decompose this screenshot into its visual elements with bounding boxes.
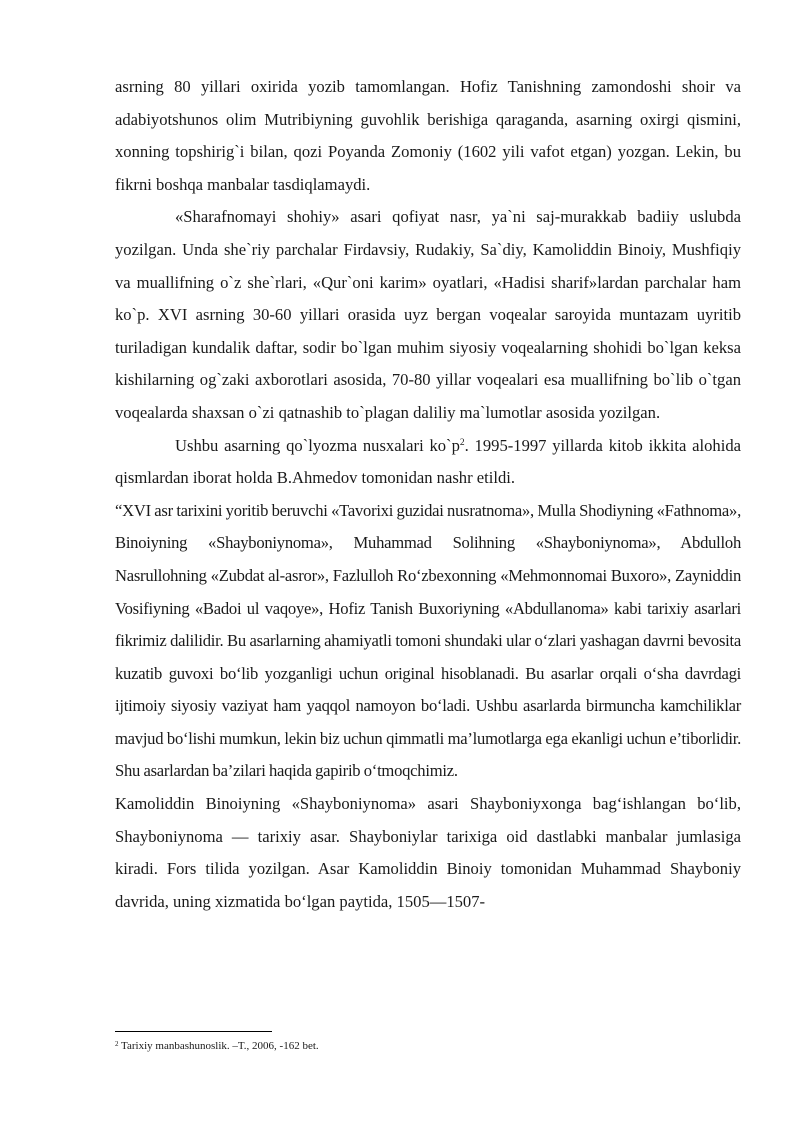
footnote-separator (115, 1031, 272, 1032)
paragraph-5: Kamoliddin Binoiyning «Shayboniynoma» asari Shayboniyxonga bag‘ishlangan bo‘lib, Shayboniynoma — tarixiy asar. Shayboniylar tarixiga oid dastlabki manbalar jumlasiga kiradi. Fors tilida yozilgan. Asar Kamoliddin Binoiy tomonidan Muhammad Shayboniy davrida, uning xizmatida bo‘lgan paytida, 1505—1507- (115, 794, 741, 911)
paragraph-4: “XVI asr tarixini yoritib beruvchi «Tavorixi guzidai nusratnoma», Mulla Shodiyning «Fathnoma», Binoiyning «Shayboniynoma», Muhammad Solihning «Shayboniynoma», Abdulloh Nasrullohning «Zubdat al-asror», Fazlulloh Ro‘zbexonning «Mehmonnomai Buxoro», Zayniddin Vosifiyning «Badoi ul vaqoye», Hofiz Tanish Buxoriyning «Abdullanoma» kabi tarixiy asarlari fikrimiz dalilidir. Bu asarlarning ahamiyatli tomoni shundaki ular o‘zlari yashagan davrni bevosita kuzatib guvoxi bo‘lib yozganligi uchun original hisoblanadi. Bu asarlar orqali o‘sha davrdagi ijtimoiy siyosiy vaziyat ham yaqqol namoyon bo‘ladi. Ushbu asarlarda birmuncha kamchiliklar mavjud bo‘lishi mumkun, lekin biz uchun qimmatli ma’lumotlarga ega ekanligi uchun e’tiborlidir. Shu asarlardan ba’zilari haqida gapirib o‘tmoqchimiz. (115, 500, 741, 781)
paragraph-2: «Sharafnomayi shohiy» asari qofiyat nasr, ya`ni saj-murakkab badiiy uslubda yozilgan. Unda she`riy parchalar Firdavsiy, Rudakiy, Sa`diy, Kamoliddin Binoiy, Mushfiqiy va muallifning o`z she`rlari, «Qur`oni karim» oyatlari, «Hadisi sharif»lardan parchalar ham ko`p. XVI asrning 30-60 yillari orasida uyz bergan voqealar saroyida muntazam uyritib turiladigan kundalik daftar, sodir bo`lgan muhim siyosiy voqealarning shohidi bo`lgan keksa kishilarning og`zaki axborotlari asosida, 70-80 yillar voqealari esa muallifning bo`lib o`tgan voqealarda shaxsan o`zi qatnashib to`plagan daliliy ma`lumotlar asosida yozilgan. (115, 207, 741, 422)
paragraph-3-text-after: . 1995-1997 yillarda kitob ikkita alohida qismlardan iborat holda B.Ahmedov tomonidan nashr etildi. (115, 435, 741, 488)
paragraph-1: asrning 80 yillari oxirida yozib tamomlangan. Hofiz Tanishning zamondoshi shoir va adabiyotshunos olim Mutribiyning guvohlik berishiga qaraganda, asarning oxirgi qismini, xonning topshirig`i bilan, qozi Poyanda Zomoniy (1602 yili vafot etgan) yozgan. Lekin, bu fikrni boshqa manbalar tasdiqlamaydi. (115, 77, 741, 194)
footnote-number: 2 (115, 1040, 119, 1048)
footnote-text: Tarixiy manbashunoslik. –T., 2006, -162 bet. (118, 1040, 319, 1052)
paragraph-3 (115, 430, 741, 495)
footnote-reference[interactable]: 2 (459, 437, 465, 448)
body-text (115, 71, 741, 918)
footnote (115, 1039, 741, 1053)
paragraph-3-text-before: Ushbu asarning qo`lyozma nusxalari ko`p (175, 435, 460, 455)
